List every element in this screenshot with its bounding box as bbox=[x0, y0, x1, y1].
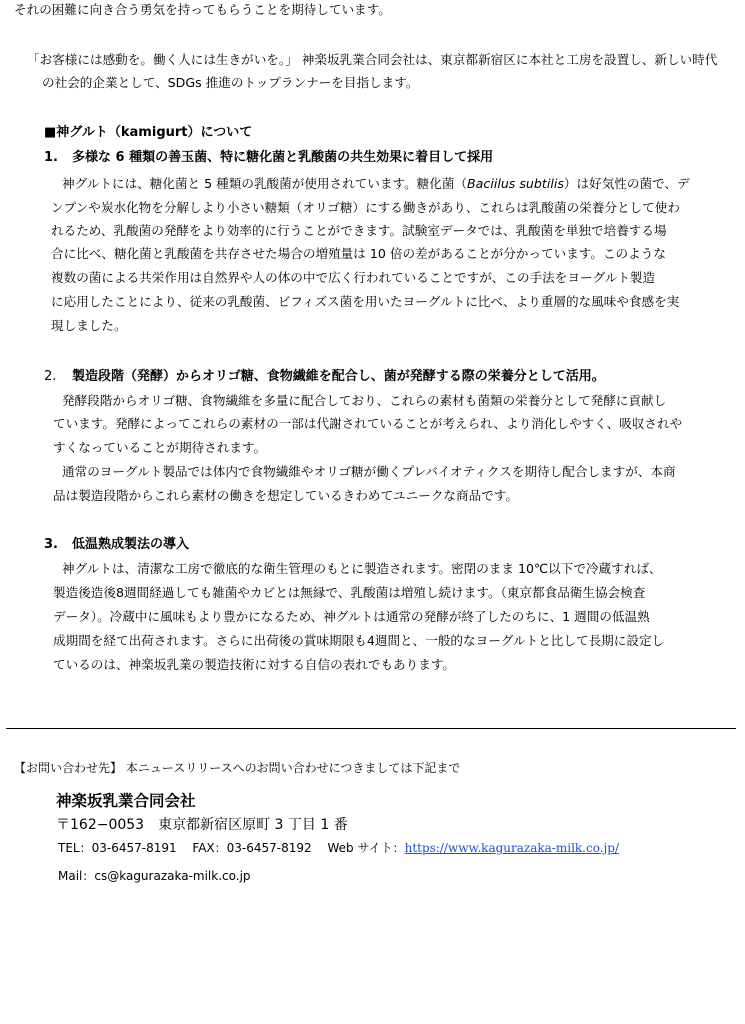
intro-line: それの困難に向き合う勇気を持ってもらうことを期待しています。 bbox=[14, 2, 391, 17]
item-3-number: 3. bbox=[44, 537, 58, 552]
item-2-paragraph-line: すくなっていることが期待されます。 bbox=[53, 440, 267, 455]
item-1-paragraph-line: ンプンや炭水化物を分解しより小さい糖類（オリゴ糖）にする働きがあり、これらは乳酸菌の栄養分として使わ bbox=[51, 200, 680, 215]
item-3-paragraph-line: データ）。冷蔵中に風味もより豊かになるため、神グルトは通常の発酵が終了したのちに、1 週間の低温熟 bbox=[53, 609, 650, 624]
item-1-paragraph-line: 複数の菌による共栄作用は自然界や人の体の中で広く行われていることですが、この手法をヨーグルト製造 bbox=[51, 270, 656, 285]
website-link[interactable]: https://www.kagurazaka-milk.co.jp/ bbox=[404, 841, 619, 855]
contact-label: 【お問い合わせ先】 本ニュースリリースへのお問い合わせにつきましては下記まで bbox=[14, 761, 461, 775]
divider bbox=[6, 728, 736, 729]
item-1-paragraph-line: 現しました。 bbox=[51, 318, 127, 333]
item-2-number: 2. bbox=[44, 369, 57, 384]
item-3-paragraph-line: 製造後造後8週間経過しても雑菌やカビとは無縁で、乳酸菌は増殖し続けます。（東京都食品衛生協会検査 bbox=[53, 585, 646, 600]
item-1-heading: 多様な 6 種類の善玉菌、特に糖化菌と乳酸菌の共生効果に着目して採用 bbox=[72, 150, 494, 165]
item-1-paragraph-line: れるため、乳酸菌の発酵をより効率的に行うことができます。試験室データでは、乳酸菌を単独で培養する場 bbox=[51, 223, 667, 238]
item-1-text: ）は好気性の菌で、デ bbox=[563, 176, 690, 191]
item-2-paragraph-line: 品は製造段階からこれら素材の働きを想定しているきわめてユニークな商品です。 bbox=[53, 488, 518, 503]
latin-name: Baciilus subtilis bbox=[467, 176, 564, 191]
item-1-text: 神グルトには、糖化菌と 5 種類の乳酸菌が使用されています。糖化菌（ bbox=[62, 176, 468, 191]
item-3-heading: 低温熟成製法の導入 bbox=[72, 537, 190, 552]
item-3-paragraph-line: ているのは、神楽坂乳業の製造技術に対する自信の表れでもあります。 bbox=[53, 657, 455, 672]
item-2-paragraph-line: 発酵段階からオリゴ糖、食物繊維を多量に配合しており、これらの素材も菌類の栄養分として発酵に貢献し bbox=[62, 393, 667, 408]
item-2-heading: 製造段階（発酵）からオリゴ糖、食物繊維を配合し、菌が発酵する際の栄養分として活用。 bbox=[72, 369, 605, 384]
item-2-paragraph-line: 通常のヨーグルト製品では体内で食物繊維やオリゴ糖が働くプレバイオティクスを期待し配合しますが、本商 bbox=[62, 464, 676, 479]
item-1-heading-row bbox=[44, 150, 493, 166]
section-title: ■神グルト（kamigurt）について bbox=[44, 125, 253, 140]
item-3-paragraph-line: 神グルトは、清潔な工房で徹底的な衛生管理のもとに製造されます。密閉のまま 10℃以下で冷蔵すれば、 bbox=[62, 561, 662, 576]
item-1-paragraph-line bbox=[62, 176, 690, 192]
tel-fax-text: TEL：03-6457-8191 FAX：03-6457-8192 Web サイト： bbox=[58, 841, 405, 855]
company-address: 〒162−0053 東京都新宿区原町 3 丁目 1 番 bbox=[56, 817, 348, 833]
item-3-paragraph-line: 成期間を経て出荷されます。さらに出荷後の賞味期限も4週間と、一般的なヨーグルトと比して長期に設定し bbox=[53, 633, 665, 648]
item-2-paragraph-line: ています。発酵によってこれらの素材の一部は代謝されていることが考えられ、より消化しやすく、吸収されや bbox=[53, 416, 683, 431]
item-1-number: 1. bbox=[44, 150, 58, 165]
company-name: 神楽坂乳業合同会社 bbox=[56, 792, 196, 810]
contact-mail: Mail：cs@kagurazaka-milk.co.jp bbox=[58, 869, 251, 883]
item-1-paragraph-line: 合に比べ、糖化菌と乳酸菌を共存させた場合の増殖量は 10 倍の差があることが分かっています。このような bbox=[51, 246, 666, 261]
contact-phone-row bbox=[58, 840, 619, 856]
intro-line: の社会的企業として、SDGs 推進のトップランナーを目指します。 bbox=[42, 75, 419, 90]
item-1-paragraph-line: に応用したことにより、従来の乳酸菌、ビフィズス菌を用いたヨーグルトに比べ、より重層的な風味や食感を実 bbox=[51, 294, 680, 309]
item-2-heading-row bbox=[44, 369, 605, 385]
item-3-heading-row bbox=[44, 537, 189, 553]
intro-line: 「お客様には感動を。働く人には生きがいを。」 神楽坂乳業合同会社は、東京都新宿区に本社と工房を設置し、新しい時代 bbox=[27, 52, 718, 67]
